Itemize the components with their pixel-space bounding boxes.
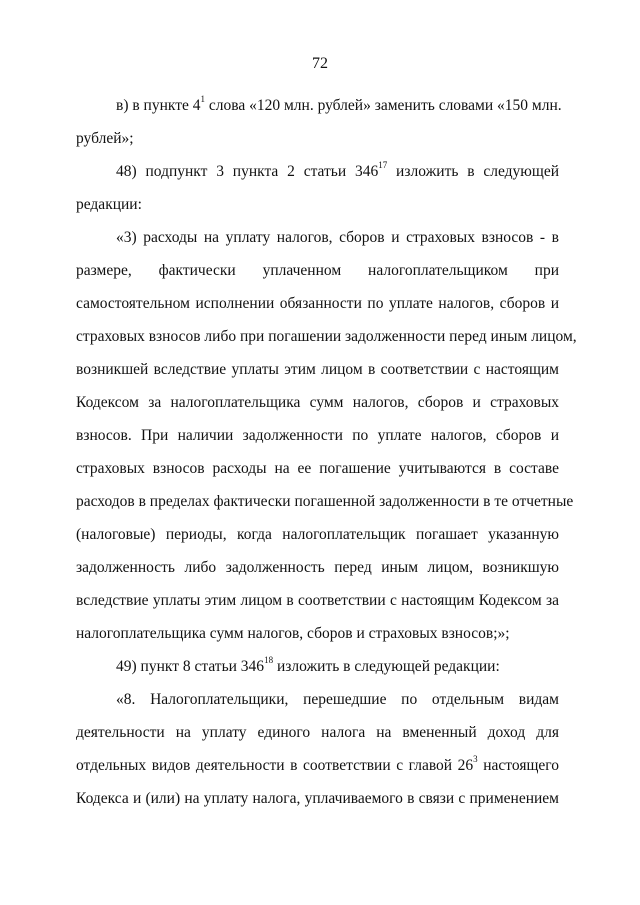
text-line (76, 753, 559, 776)
text-segment: задолженность либо задолженность перед иным лицом, возникшую (76, 559, 559, 576)
text-segment: взносов. При наличии задолженности по уплате налогов, сборов и (76, 427, 559, 444)
text-line (116, 228, 559, 248)
text-segment: Кодекса и (или) на уплату налога, уплачиваемого в связи с применением (76, 790, 559, 807)
superscript: 3 (473, 753, 478, 764)
superscript: 1 (200, 93, 205, 104)
text-line (76, 789, 559, 809)
text-segment: рублей»; (76, 130, 134, 147)
text-segment: 48) подпункт 3 пункта 2 статьи 346 (116, 163, 379, 180)
text-line (76, 591, 559, 611)
text-line (116, 93, 562, 116)
text-line (76, 624, 559, 644)
text-line (76, 492, 574, 512)
text-segment: размере, фактически уплаченном налогоплательщиком при (76, 262, 559, 279)
text-segment: самостоятельном исполнении обязанности по уплате налогов, сборов и (76, 295, 559, 312)
text-segment: вследствие уплаты этим лицом в соответствии с настоящим Кодексом за (76, 592, 559, 609)
text-segment: расходов в пределах фактически погашенной задолженности в те отчетные (76, 493, 574, 510)
text-segment: изложить в следующей (387, 163, 559, 180)
text-line (76, 459, 559, 479)
text-segment: страховых взносов либо при погашении задолженности перед иным лицом, (76, 328, 577, 345)
text-segment: настоящего (477, 757, 559, 774)
text-line (76, 195, 559, 215)
text-segment: Кодексом за налогоплательщика сумм налогов, сборов и страховых (76, 394, 559, 411)
text-segment: страховых взносов расходы на ее погашение учитываются в составе (76, 460, 559, 477)
text-line (76, 525, 559, 545)
text-segment: возникшей вследствие уплаты этим лицом в соответствии с настоящим (76, 361, 559, 378)
text-segment: отдельных видов деятельности в соответствии с главой 26 (76, 757, 474, 774)
superscript: 17 (378, 159, 388, 170)
text-line (116, 654, 559, 677)
text-segment: слова «120 млн. рублей» заменить словами «150 млн. (205, 97, 562, 114)
text-segment: в) в пункте 4 (116, 97, 201, 114)
text-line (76, 723, 559, 743)
text-line (76, 327, 577, 347)
text-line (76, 294, 559, 314)
text-segment: деятельности на уплату единого налога на вмененный доход для (76, 724, 559, 741)
text-line (76, 393, 559, 413)
text-segment: 49) пункт 8 статьи 346 (116, 658, 265, 675)
text-line (116, 159, 559, 182)
text-line (116, 690, 559, 710)
superscript: 18 (264, 654, 274, 665)
text-segment: изложить в следующей редакции: (273, 658, 500, 675)
text-line (76, 426, 559, 446)
text-segment: «8. Налогоплательщики, перешедшие по отдельным видам (116, 691, 559, 708)
text-segment: «3) расходы на уплату налогов, сборов и страховых взносов - в (116, 229, 559, 246)
text-line (76, 129, 559, 149)
text-line (76, 261, 559, 281)
page-number: 72 (312, 55, 328, 72)
text-segment: редакции: (76, 196, 142, 213)
text-line (76, 360, 559, 380)
text-line (76, 558, 559, 578)
text-segment: (налоговые) периоды, когда налогоплательщик погашает указанную (76, 526, 559, 543)
text-segment: налогоплательщика сумм налогов, сборов и страховых взносов;»; (76, 625, 510, 642)
